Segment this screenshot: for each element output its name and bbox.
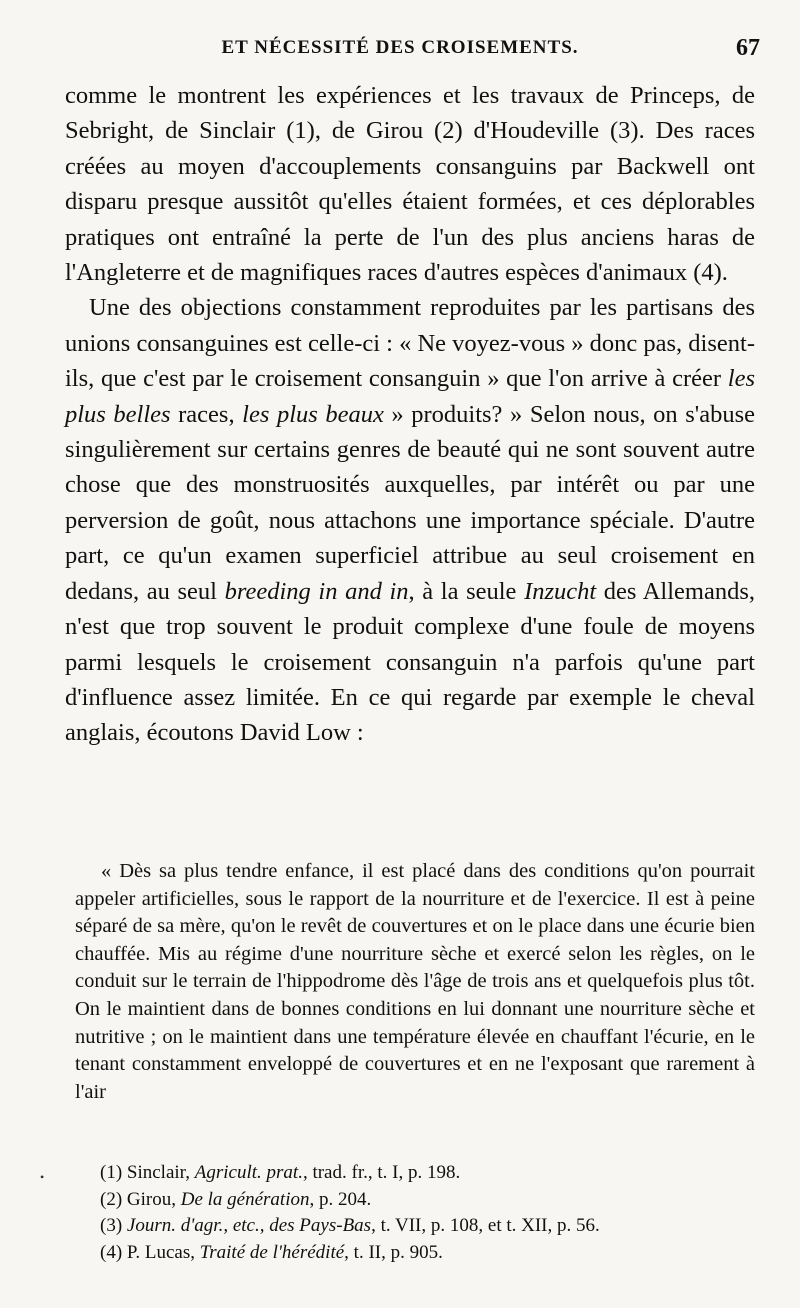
footnote-ref: , t. II, p. 905. xyxy=(344,1241,443,1263)
footnote-number: (2) xyxy=(100,1188,123,1210)
italic-run: les plus beaux xyxy=(242,400,384,428)
main-text xyxy=(65,78,755,751)
italic-run: breeding in and in xyxy=(224,577,409,605)
footnote-ref: , trad. fr., t. I, p. 198. xyxy=(302,1162,461,1183)
paragraph-objections xyxy=(65,290,755,750)
text-run: , à la seule xyxy=(408,577,525,605)
footnote-title: Traité de l'hérédité xyxy=(199,1241,345,1263)
footnote xyxy=(100,1187,780,1214)
footnote-text: Sinclair, xyxy=(126,1162,195,1183)
footnote-title: Agricult. prat. xyxy=(194,1162,303,1183)
footnote-title: Journ. d'agr., etc., des Pays-Bas xyxy=(126,1215,372,1236)
footnote-number: (4) xyxy=(100,1241,123,1263)
footnote xyxy=(100,1160,780,1187)
block-quote xyxy=(75,858,755,1106)
footnote-text: P. Lucas, xyxy=(126,1241,200,1263)
text-run: des Allemands, n'est que trop souvent le produit complexe d'une foule de moyens parmi lesquels le croisement consanguin n'a parfois qu'une part d'influence assez limitée. En ce qui regarde par exemple le cheval anglais, écoutons David Low : xyxy=(65,577,756,747)
italic-run: les plus belles xyxy=(65,365,755,428)
footnote-number: (3) xyxy=(100,1215,123,1236)
footnote-text: Girou, xyxy=(126,1188,181,1210)
italic-run: Inzucht xyxy=(524,577,597,605)
quote-text: « Dès sa plus tendre enfance, il est placé dans des conditions qu'on pourrait appeler artificielles, sous le rapport de la nourriture et de l'exercice. Il est à peine séparé de sa mère, qu'on le revêt de couvertures et on le place dans une écurie bien chauffée. Mis au régime d'une nourriture sèche et exercé selon les règles, on le conduit sur le terrain de l'hippodrome dès l'âge de trois ans et quelquefois plus tôt. On le maintient dans de bonnes conditions en lui donnant une nourriture sèche et nutritive ; on le maintient dans une température élevée en chauffant l'écurie, en le tenant constamment enveloppé de couvertures et en ne l'exposant que rarement à l'air xyxy=(75,860,755,1103)
text-run: » produits? » Selon nous, on s'abuse singulièrement sur certains genres de beauté qui ne sont souvent autre chose que des monstruosités auxquelles, par intérêt ou par une perversion de goût, nous attachons une importance spéciale. D'autre part, ce qu'un examen superficiel attribue au seul croisement en dedans, au seul xyxy=(65,400,755,605)
footnote-ref: , t. VII, p. 108, et t. XII, p. 56. xyxy=(371,1215,600,1236)
edge-mark: • xyxy=(40,1170,45,1184)
paragraph-continuation: comme le montrent les expériences et les travaux de Princeps, de Sebright, de Sinclair (1), de Girou (2) d'Houdeville (3). Des races créées au moyen d'accouplements consanguins par Backwell ont disparu presque aussitôt qu'elles étaient formées, et ces déplorables pratiques ont entraîné la perte de l'un des plus anciens haras de l'Angleterre et de magnifiques races d'autres espèces d'animaux (4). xyxy=(65,82,755,287)
text-run: races, xyxy=(170,400,243,428)
page-number: 67 xyxy=(736,34,760,61)
page-header xyxy=(60,30,760,66)
footnote-ref: , p. 204. xyxy=(309,1188,372,1210)
running-title: ET NÉCESSITÉ DES CROISEMENTS. xyxy=(221,37,579,58)
text-run: Une des objections constamment reproduites par les partisans des unions consanguines est celle-ci : « Ne voyez-vous » donc pas, disent-ils, que c'est par le croisement consanguin » que l'on arrive à créer xyxy=(65,294,755,393)
footnotes xyxy=(100,1160,780,1266)
footnote xyxy=(100,1240,780,1267)
footnote-title: De la génération xyxy=(180,1188,310,1210)
footnote xyxy=(100,1213,780,1240)
footnote-number: (1) xyxy=(100,1162,123,1183)
